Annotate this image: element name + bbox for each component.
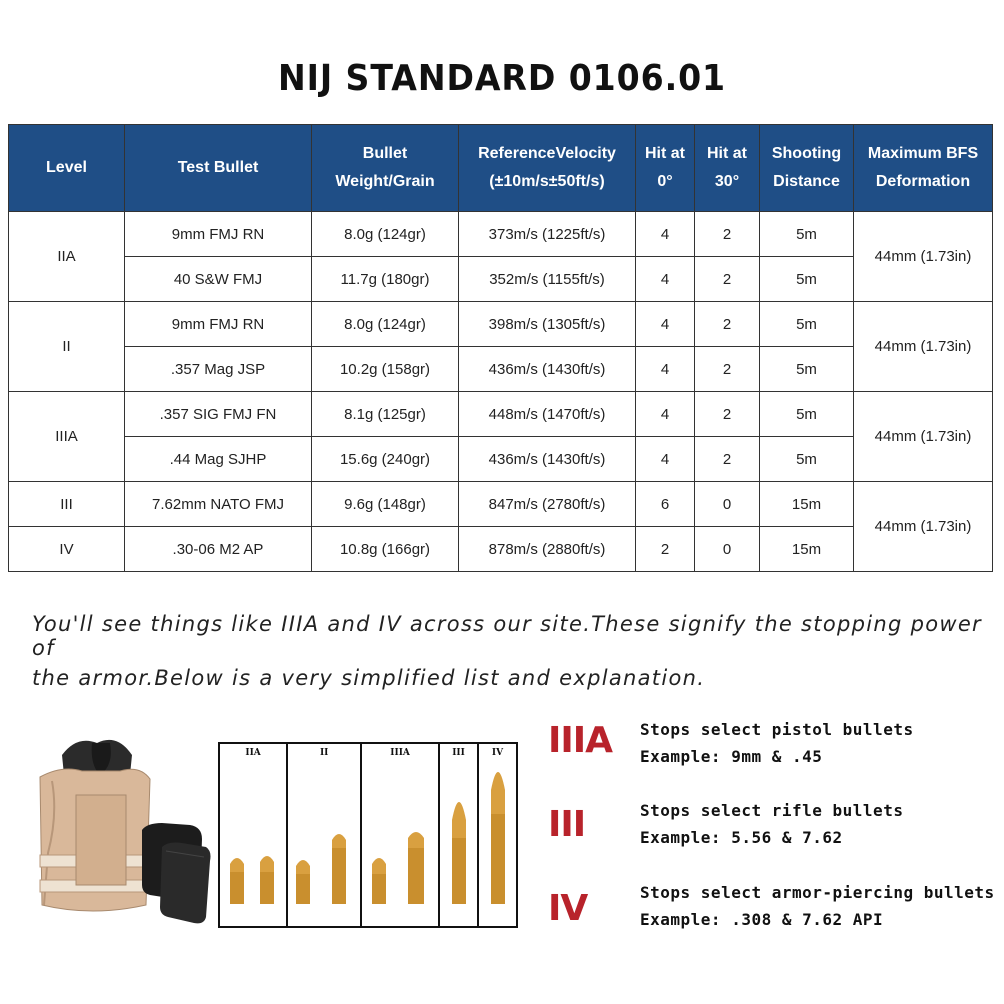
hit0-cell: 4 <box>636 302 695 347</box>
weight-cell: 10.2g (158gr) <box>312 347 459 392</box>
header-hit-at-30: Hit at 30° <box>695 125 760 212</box>
distance-cell: 5m <box>760 302 854 347</box>
hit0-cell: 6 <box>636 482 695 527</box>
level-description-iv: Stops select armor-piercing bullets Example: .308 & 7.62 API <box>640 883 995 929</box>
distance-cell: 15m <box>760 482 854 527</box>
hit0-cell: 4 <box>636 392 695 437</box>
nij-standard-table <box>8 124 993 572</box>
level-description-iii: Stops select rifle bullets Example: 5.56 & 7.62 <box>640 801 904 847</box>
hit0-cell: 4 <box>636 437 695 482</box>
bullet-column-iii: III <box>440 744 479 926</box>
hit30-cell: 2 <box>695 302 760 347</box>
bfs-cell: 44mm (1.73in) <box>854 482 993 572</box>
hit0-cell: 4 <box>636 347 695 392</box>
header-bullet-weight: Bullet Weight/Grain <box>312 125 459 212</box>
weight-cell: 8.0g (124gr) <box>312 212 459 257</box>
test-bullet-cell: .357 SIG FMJ FN <box>125 392 312 437</box>
velocity-cell: 436m/s (1430ft/s) <box>459 437 636 482</box>
hit30-cell: 2 <box>695 392 760 437</box>
weight-cell: 9.6g (148gr) <box>312 482 459 527</box>
velocity-cell: 352m/s (1155ft/s) <box>459 257 636 302</box>
explanation-line-1: You'll see things like IIIA and IV across our site.These signify the stopping power of <box>32 612 982 660</box>
weight-cell: 8.1g (125gr) <box>312 392 459 437</box>
hit0-cell: 2 <box>636 527 695 572</box>
velocity-cell: 373m/s (1225ft/s) <box>459 212 636 257</box>
hit30-cell: 2 <box>695 212 760 257</box>
level-cell: II <box>9 302 125 392</box>
table-row <box>9 257 993 302</box>
bullet-column-iia: IIA <box>220 744 288 926</box>
test-bullet-cell: 40 S&W FMJ <box>125 257 312 302</box>
hit0-cell: 4 <box>636 212 695 257</box>
weight-cell: 10.8g (166gr) <box>312 527 459 572</box>
page-title: NIJ STANDARD 0106.01 <box>277 58 727 99</box>
weight-cell: 8.0g (124gr) <box>312 302 459 347</box>
level-cell: IV <box>9 527 125 572</box>
header-max-bfs: Maximum BFS Deformation <box>854 125 993 212</box>
weight-cell: 15.6g (240gr) <box>312 437 459 482</box>
bullet-comparison-image <box>218 742 518 928</box>
header-reference-velocity: ReferenceVelocity (±10m/s±50ft/s) <box>459 125 636 212</box>
level-cell: III <box>9 482 125 527</box>
distance-cell: 5m <box>760 347 854 392</box>
table-row <box>9 347 993 392</box>
velocity-cell: 436m/s (1430ft/s) <box>459 347 636 392</box>
hit30-cell: 0 <box>695 527 760 572</box>
hit30-cell: 2 <box>695 257 760 302</box>
table-row <box>9 212 993 257</box>
distance-cell: 5m <box>760 392 854 437</box>
distance-cell: 15m <box>760 527 854 572</box>
weight-cell: 11.7g (180gr) <box>312 257 459 302</box>
velocity-cell: 847m/s (2780ft/s) <box>459 482 636 527</box>
test-bullet-cell: 9mm FMJ RN <box>125 212 312 257</box>
level-cell: IIA <box>9 212 125 302</box>
level-description-iiia: Stops select pistol bullets Example: 9mm & .45 <box>640 720 914 766</box>
level-code-iv: IV <box>548 888 588 929</box>
header-level: Level <box>9 125 125 212</box>
bfs-cell: 44mm (1.73in) <box>854 302 993 392</box>
bfs-cell: 44mm (1.73in) <box>854 212 993 302</box>
hit0-cell: 4 <box>636 257 695 302</box>
hit30-cell: 0 <box>695 482 760 527</box>
table-row <box>9 527 993 572</box>
table-row <box>9 302 993 347</box>
velocity-cell: 878m/s (2880ft/s) <box>459 527 636 572</box>
hit30-cell: 2 <box>695 437 760 482</box>
test-bullet-cell: .30-06 M2 AP <box>125 527 312 572</box>
level-code-iiia: IIIA <box>548 720 613 761</box>
explanation-line-2: the armor.Below is a very simplified list and explanation. <box>32 666 706 690</box>
distance-cell: 5m <box>760 437 854 482</box>
header-shooting-distance: Shooting Distance <box>760 125 854 212</box>
table-row <box>9 482 993 527</box>
table-row <box>9 437 993 482</box>
level-code-iii: III <box>548 804 586 845</box>
test-bullet-cell: 9mm FMJ RN <box>125 302 312 347</box>
bullet-column-iiia: IIIA <box>362 744 440 926</box>
hit30-cell: 2 <box>695 347 760 392</box>
bullet-column-iv: IV <box>479 744 516 926</box>
bfs-cell: 44mm (1.73in) <box>854 392 993 482</box>
table-row <box>9 392 993 437</box>
header-test-bullet: Test Bullet <box>125 125 312 212</box>
body-armor-vest-image <box>22 735 212 935</box>
table-header-row <box>9 125 993 212</box>
level-cell: IIIA <box>9 392 125 482</box>
distance-cell: 5m <box>760 212 854 257</box>
header-hit-at-0: Hit at 0° <box>636 125 695 212</box>
bullet-column-ii: II <box>288 744 362 926</box>
test-bullet-cell: 7.62mm NATO FMJ <box>125 482 312 527</box>
velocity-cell: 448m/s (1470ft/s) <box>459 392 636 437</box>
test-bullet-cell: .357 Mag JSP <box>125 347 312 392</box>
test-bullet-cell: .44 Mag SJHP <box>125 437 312 482</box>
velocity-cell: 398m/s (1305ft/s) <box>459 302 636 347</box>
distance-cell: 5m <box>760 257 854 302</box>
